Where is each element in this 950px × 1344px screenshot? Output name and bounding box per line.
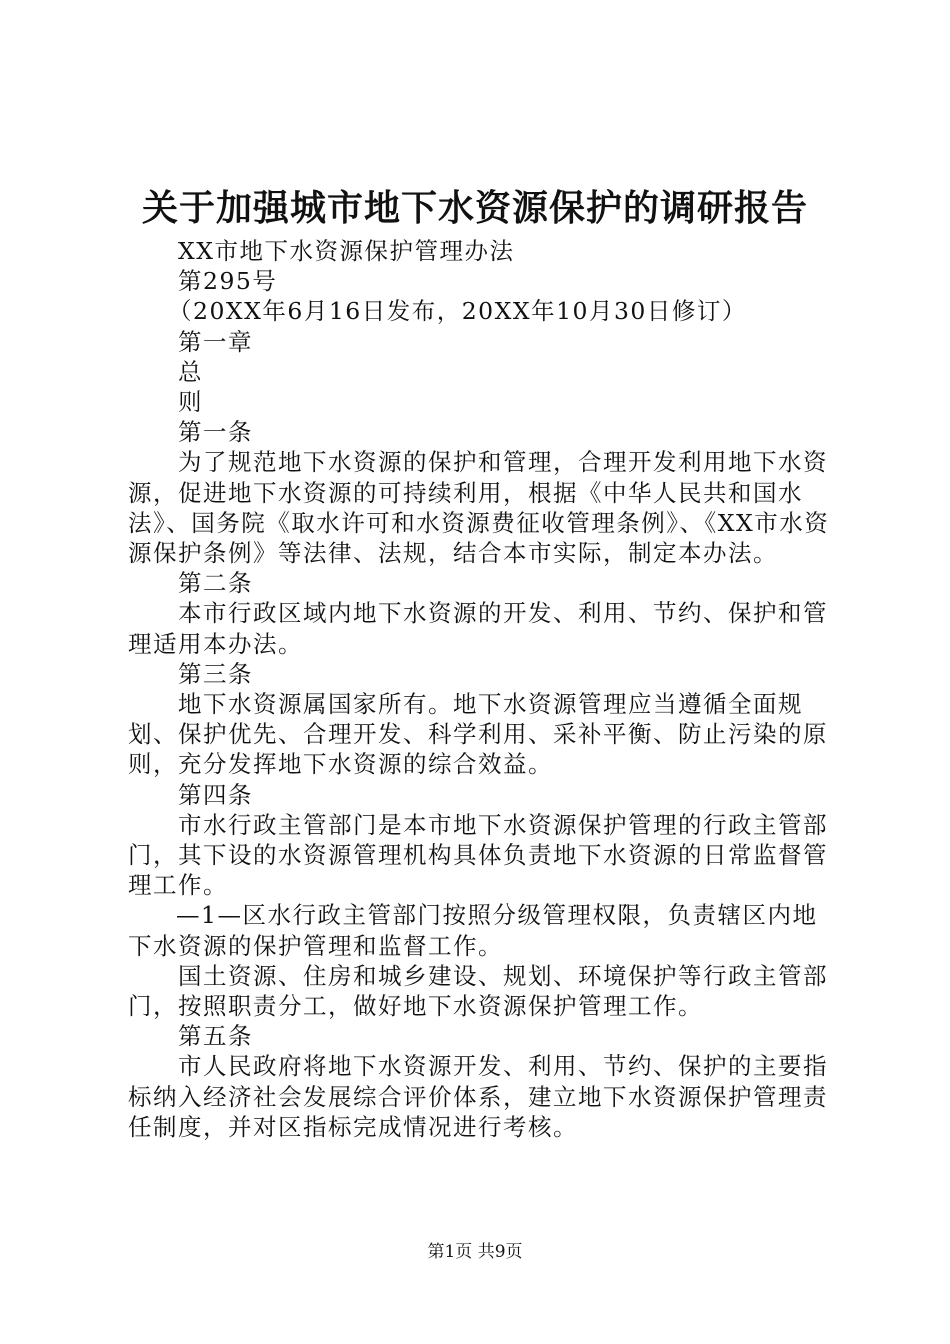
regulation-name: XX市地下水资源保护管理办法 [178, 237, 515, 265]
article-4-heading: 第四条 [178, 780, 253, 809]
chapter-heading: 第一章 [178, 327, 253, 356]
article-4-paragraph-2: —1—区水行政主管部门按照分级管理权限，负责辖区内地下水资源的保护管理和监督工作。 [128, 901, 818, 960]
article-3-heading: 第三条 [178, 659, 253, 688]
regulation-number: 第295号 [178, 267, 278, 296]
article-1-heading: 第一条 [178, 418, 253, 447]
article-5-heading: 第五条 [178, 1022, 253, 1051]
document-body [128, 236, 832, 1142]
chapter-title-part-1: 总 [178, 357, 203, 386]
article-5-text: 市人民政府将地下水资源开发、利用、节约、保护的主要指标纳入经济社会发展综合评价体系，建立地下水资源保护管理责任制度，并对区指标完成情况进行考核。 [128, 1052, 828, 1141]
publication-note: （20XX年6月16日发布，20XX年10月30日修订） [168, 297, 747, 326]
article-4-paragraph-1: 市水行政主管部门是本市地下水资源保护管理的行政主管部门，其下设的水资源管理机构具体负责地下水资源的日常监督管理工作。 [128, 810, 828, 900]
article-4-paragraph-3: 国土资源、住房和城乡建设、规划、环境保护等行政主管部门，按照职责分工，做好地下水资源保护管理工作。 [128, 961, 828, 1021]
article-1-text: 为了规范地下水资源的保护和管理，合理开发利用地下水资源，促进地下水资源的可持续利用，根据《中华人民共和国水法》、国务院《取水许可和水资源费征收管理条例》、《XX市水资源保护条例》等法律、法规，结合本市实际，制定本办法。 [128, 448, 830, 568]
page-footer: 第1页 共9页 [427, 1242, 523, 1262]
document-title: 关于加强城市地下水资源保护的调研报告 [141, 187, 808, 229]
article-2-text: 本市行政区域内地下水资源的开发、利用、节约、保护和管理适用本办法。 [128, 599, 828, 658]
article-2-heading: 第二条 [178, 569, 253, 598]
chapter-title-part-2: 则 [178, 388, 203, 417]
article-3-text: 地下水资源属国家所有。地下水资源管理应当遵循全面规划、保护优先、合理开发、科学利用、采补平衡、防止污染的原则，充分发挥地下水资源的综合效益。 [128, 690, 828, 779]
